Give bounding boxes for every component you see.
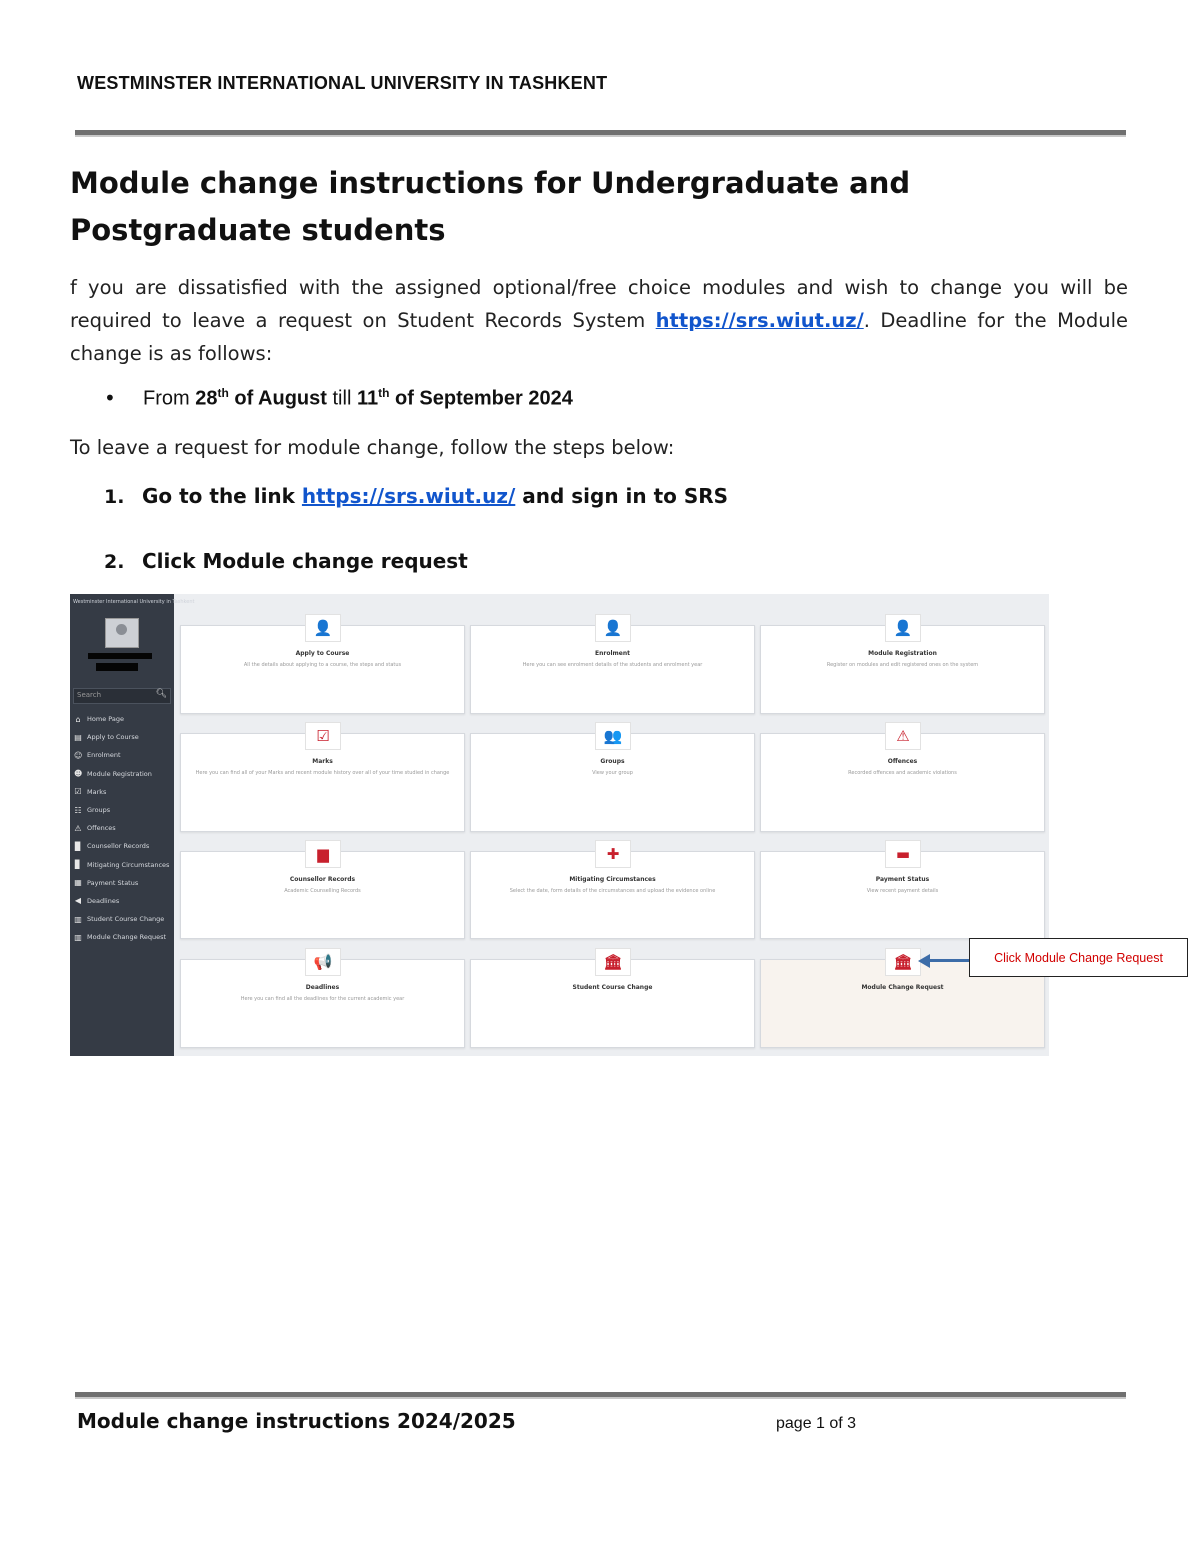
footer-title: Module change instructions 2024/2025 bbox=[77, 1409, 516, 1433]
deadline-of-1: of bbox=[228, 387, 259, 410]
deadline-text bbox=[143, 386, 573, 411]
title-line-2: Postgraduate students bbox=[70, 213, 446, 247]
tile-title: Apply to Course bbox=[295, 650, 350, 657]
step-1-number: 1. bbox=[104, 486, 125, 508]
tile-title: Deadlines bbox=[305, 984, 340, 991]
groups-icon: ☷ bbox=[74, 805, 82, 815]
sidebar bbox=[70, 594, 195, 1056]
sidebar-brand: Westminster International University in Tashkent bbox=[73, 599, 195, 605]
page-title bbox=[70, 160, 1070, 254]
tile-student-course-change[interactable] bbox=[470, 953, 755, 1048]
tile-description: All the details about applying to a course, the steps and status bbox=[243, 662, 402, 668]
deadline-day-end: 11 bbox=[356, 387, 379, 410]
tile-description: Academic Counselling Records bbox=[284, 888, 361, 894]
tile-offences[interactable] bbox=[760, 727, 1045, 832]
apply-icon: ▤ bbox=[74, 732, 82, 742]
step-2-number: 2. bbox=[104, 551, 125, 573]
search-icon[interactable]: 🔍︎ bbox=[155, 689, 167, 699]
sidebar-item-mitigating[interactable] bbox=[74, 856, 172, 874]
megaphone-icon: 📢 bbox=[305, 948, 341, 976]
tile-title: Marks bbox=[312, 758, 333, 765]
offences-icon: ⚠ bbox=[74, 823, 82, 833]
tile-title: Groups bbox=[600, 758, 625, 765]
sidebar-item-offences[interactable] bbox=[74, 819, 172, 837]
tile-title: Offences bbox=[887, 758, 918, 765]
sidebar-item-label: Counsellor Records bbox=[87, 842, 150, 851]
institution-icon: 🏛 bbox=[885, 948, 921, 976]
callout-arrow bbox=[928, 959, 969, 962]
tile-description: View recent payment details bbox=[866, 888, 939, 894]
records-icon: ▉ bbox=[74, 841, 82, 851]
payment-icon: ▦ bbox=[74, 878, 82, 888]
deadline-month-end: September 2024 bbox=[419, 387, 573, 410]
sidebar-item-label: Module Change Request bbox=[87, 933, 167, 942]
tile-title: Counsellor Records bbox=[289, 876, 356, 883]
tile-deadlines[interactable] bbox=[180, 953, 465, 1048]
page-number: page 1 of 3 bbox=[776, 1415, 857, 1432]
tile-description: Here you can see enrolment details of the students and enrolment year bbox=[522, 662, 703, 668]
sidebar-item-course-change[interactable] bbox=[74, 910, 172, 928]
sidebar-item-module-registration[interactable] bbox=[74, 765, 172, 783]
search-placeholder: Search bbox=[77, 691, 102, 699]
sidebar-item-label: Payment Status bbox=[87, 878, 139, 887]
users-icon: 👥 bbox=[595, 722, 631, 750]
payment-card-icon: ▬ bbox=[885, 840, 921, 868]
sidebar-item-marks[interactable] bbox=[74, 783, 172, 801]
institution-icon: 🏛 bbox=[595, 948, 631, 976]
document-plus-icon: ✚ bbox=[595, 840, 631, 868]
deadline-prefix: From bbox=[143, 387, 196, 410]
tile-description: View your group bbox=[592, 770, 633, 776]
sidebar-item-label: Mitigating Circumstances bbox=[87, 860, 170, 869]
sidebar-item-deadlines[interactable] bbox=[74, 892, 172, 910]
checkbox-icon: ☑ bbox=[305, 722, 341, 750]
sidebar-item-label: Deadlines bbox=[87, 896, 120, 905]
sidebar-item-label: Offences bbox=[87, 824, 116, 833]
header-rule bbox=[75, 130, 1126, 137]
module-change-icon: ▥ bbox=[74, 932, 82, 942]
tile-title: Module Registration bbox=[868, 650, 937, 657]
step-2: Click Module change request bbox=[142, 549, 468, 573]
enrolment-icon: ☺ bbox=[74, 750, 83, 760]
intro-paragraph bbox=[70, 271, 1128, 370]
sidebar-item-counsellor-records[interactable] bbox=[74, 837, 172, 855]
user-gear-icon: 👤 bbox=[595, 614, 631, 642]
tile-title: Student Course Change bbox=[572, 984, 653, 991]
sidebar-item-module-change[interactable] bbox=[74, 928, 172, 946]
callout-arrow-head bbox=[918, 954, 930, 968]
home-icon: ⌂ bbox=[75, 714, 81, 724]
deadline-till: till bbox=[326, 387, 357, 410]
tile-description: Recorded offences and academic violations bbox=[848, 770, 957, 776]
redacted-name bbox=[88, 653, 152, 659]
title-line-1: Module change instructions for Undergraduate and bbox=[70, 166, 911, 200]
deadline-day-start: 28 bbox=[195, 387, 218, 410]
sidebar-nav bbox=[74, 710, 172, 946]
callout-box: Click Module Change Request bbox=[969, 938, 1188, 977]
tile-counsellor-records[interactable] bbox=[180, 845, 465, 939]
sidebar-item-enrolment[interactable] bbox=[74, 746, 172, 764]
redacted-id bbox=[96, 663, 138, 671]
deadline-of-2: of bbox=[389, 387, 420, 410]
tile-enrolment[interactable] bbox=[470, 619, 755, 714]
sidebar-item-apply[interactable] bbox=[74, 728, 172, 746]
tile-title: Enrolment bbox=[595, 650, 630, 657]
sidebar-item-home[interactable] bbox=[74, 710, 172, 728]
sidebar-item-label: Groups bbox=[87, 806, 111, 815]
footer-rule bbox=[75, 1392, 1126, 1399]
sidebar-item-groups[interactable] bbox=[74, 801, 172, 819]
srs-link[interactable]: https://srs.wiut.uz/ bbox=[655, 309, 864, 332]
tile-title: Mitigating Circumstances bbox=[569, 876, 656, 883]
sidebar-search[interactable] bbox=[73, 688, 171, 704]
sidebar-item-label: Apply to Course bbox=[87, 733, 139, 742]
tile-title: Module Change Request bbox=[861, 984, 944, 991]
intro-text: f you are dissatisfied with the assigned optional/free choice modules and wish to change you will be required to leave a request on Student Records System bbox=[70, 276, 1128, 332]
sidebar-item-label: Marks bbox=[87, 787, 107, 796]
sidebar-item-label: Student Course Change bbox=[87, 915, 165, 924]
tile-apply-to-course[interactable] bbox=[180, 619, 465, 714]
mitigating-icon: ▊ bbox=[74, 860, 82, 870]
avatar[interactable] bbox=[105, 618, 139, 648]
sidebar-item-label: Enrolment bbox=[87, 751, 121, 760]
tile-title: Payment Status bbox=[875, 876, 930, 883]
tile-mitigating-circumstances[interactable] bbox=[470, 845, 755, 939]
tile-description: Here you can find all the deadlines for the current academic year bbox=[240, 996, 405, 1002]
sidebar-item-label: Module Registration bbox=[87, 769, 152, 778]
user-edit-icon: 👤 bbox=[885, 614, 921, 642]
course-change-icon: ▥ bbox=[74, 914, 82, 924]
sidebar-item-payment[interactable] bbox=[74, 874, 172, 892]
step-1 bbox=[142, 484, 728, 508]
srs-screenshot bbox=[70, 594, 1049, 1056]
tile-description: Select the date, form details of the circumstances and upload the evidence online bbox=[509, 888, 716, 894]
step-1-text: Go to the link bbox=[142, 484, 302, 508]
deadline-icon: ◀ bbox=[74, 896, 82, 906]
marks-icon: ☑ bbox=[74, 787, 82, 797]
university-name: WESTMINSTER INTERNATIONAL UNIVERSITY IN TASHKENT bbox=[77, 73, 608, 93]
module-icon: ☻ bbox=[74, 769, 83, 779]
sidebar-item-label: Home Page bbox=[87, 715, 124, 724]
deadline-ordinal-start: th bbox=[217, 386, 229, 400]
tile-payment-status[interactable] bbox=[760, 845, 1045, 939]
document-icon: ▆ bbox=[305, 840, 341, 868]
warning-icon: ⚠ bbox=[885, 722, 921, 750]
deadline-month-start: August bbox=[258, 387, 327, 410]
add-user-icon: 👤 bbox=[305, 614, 341, 642]
tile-groups[interactable] bbox=[470, 727, 755, 832]
tile-description: Here you can find all of your Marks and recent module history over all of your time studied in change bbox=[195, 770, 450, 776]
tile-module-registration[interactable] bbox=[760, 619, 1045, 714]
step-1-link[interactable]: https://srs.wiut.uz/ bbox=[301, 484, 516, 508]
tile-marks[interactable] bbox=[180, 727, 465, 832]
step-1-text-end: and sign in to SRS bbox=[515, 484, 729, 508]
steps-lead: To leave a request for module change, follow the steps below: bbox=[70, 436, 675, 459]
bullet-marker: • bbox=[104, 386, 116, 410]
tile-description: Register on modules and edit registered ones on the system bbox=[826, 662, 979, 668]
deadline-ordinal-end: th bbox=[378, 386, 390, 400]
intro-text-end: . Deadline for the Module change is as follows: bbox=[70, 309, 1128, 365]
